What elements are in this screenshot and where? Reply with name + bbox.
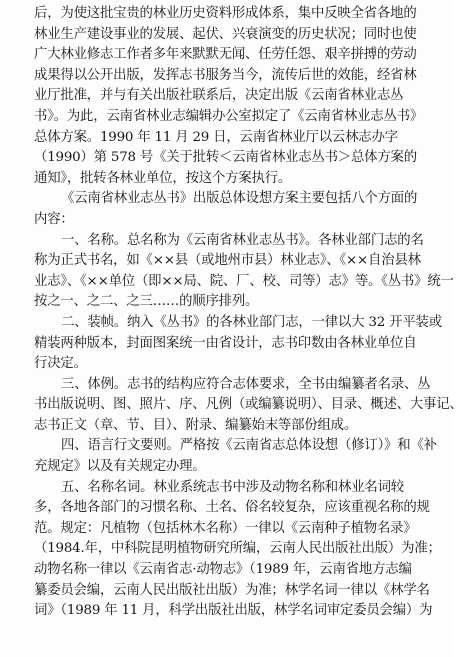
text-line: 三、体例。志书的结构应符合志体要求，全书由编纂者名录、丛 [61,376,431,392]
text-line: 总体方案。1990 年 11 月 29 日，云南省林业厅以云林志办字 [34,129,398,145]
text-line: 称为正式书名，如《××县（或地州市县）林业志》、《××自治县林 [34,253,421,269]
text-line: 通知》，批转各林业单位，按这个方案执行。 [34,170,292,186]
text-line: 志书正文（章、节、目）、附录、编纂始末等部份组成。 [34,417,358,433]
text-line: 后，为使这批宝贵的林业历史资料形成体系，集中反映全省各地的 [34,6,417,21]
text-line: 二、装帧。纳入《丛书》的各林业部门志，一律以大 32 开平装或 [61,314,442,330]
text-line: 《云南省林业志丛书》出版总体设想方案主要包括八个方面的 [61,191,418,207]
text-line: 书》。为此，云南省林业志编辑办公室拟定了《云南省林业志丛书》 [34,108,424,124]
text-line: 广大林业修志工作者多年来默默无闻、任劳任怨、艰辛拼搏的劳动 [34,47,417,63]
text-line: 业志》、《××单位（即××局、院、厂、校、司等）志》等。《丛书》统一 [34,273,454,289]
text-line: 一、名称。总名称为《云南省林业志丛书》。各林业部门志的名 [61,232,424,248]
text-line: 范。规定：凡植物（包括林木名称）一律以《云南种子植物名录》 [34,520,417,536]
text-line: （1990）第 578 号《关于批转＜云南省林业志丛书＞总体方案的 [34,150,417,166]
text-line: 四、语言行文要则。严格按《云南省志总体设想（修订）》和《补 [61,438,437,454]
text-line: 按之一、之二、之三……的顺序排列。 [34,294,259,310]
text-line: 精装两种版本，封面图案统一由省设计，志书印数由各林业单位自 [34,335,417,351]
text-line: 纂委员会编，云南人民出版社出版）为准；林学名词一律以《林学名 [34,582,430,598]
text-line: 业厅批准，并与有关出版社联系后，决定出版《云南省林业志丛 [34,88,404,104]
text-line: 五、名称名词。林业系统志书中涉及动物名称和林业名词较 [61,479,404,495]
text-line: 多，各地各部门的习惯名称、土名、俗名较复杂，应该重视名称的规 [34,500,430,516]
text-line: 林业生产建设事业的发展、起伏、兴衰演变的历史状况；同时也使 [34,26,417,42]
text-line: 充规定》以及有关规定办理。 [34,459,206,475]
text-line: 书出版说明、图、照片、序、凡例（或编纂说明）、目录、概述、大事记、 [34,397,463,413]
body-text [34,4,463,622]
text-line: 成果得以公开出版，发挥志书服务当今，流传后世的效能，经省林 [34,67,417,83]
text-line: 内容： [34,211,74,227]
text-line: （1984.年，中科院昆明植物研究所编，云南人民出版社出版）为准； [34,541,441,557]
text-line: 行决定。 [34,356,87,372]
text-line: 词》（1989 年 11 月，科学出版社出版，林学名词审定委员会编）为 [34,603,433,619]
text-line: 动物名称一律以《云南省志·动物志》（1989 年，云南省地方志编 [34,562,412,578]
